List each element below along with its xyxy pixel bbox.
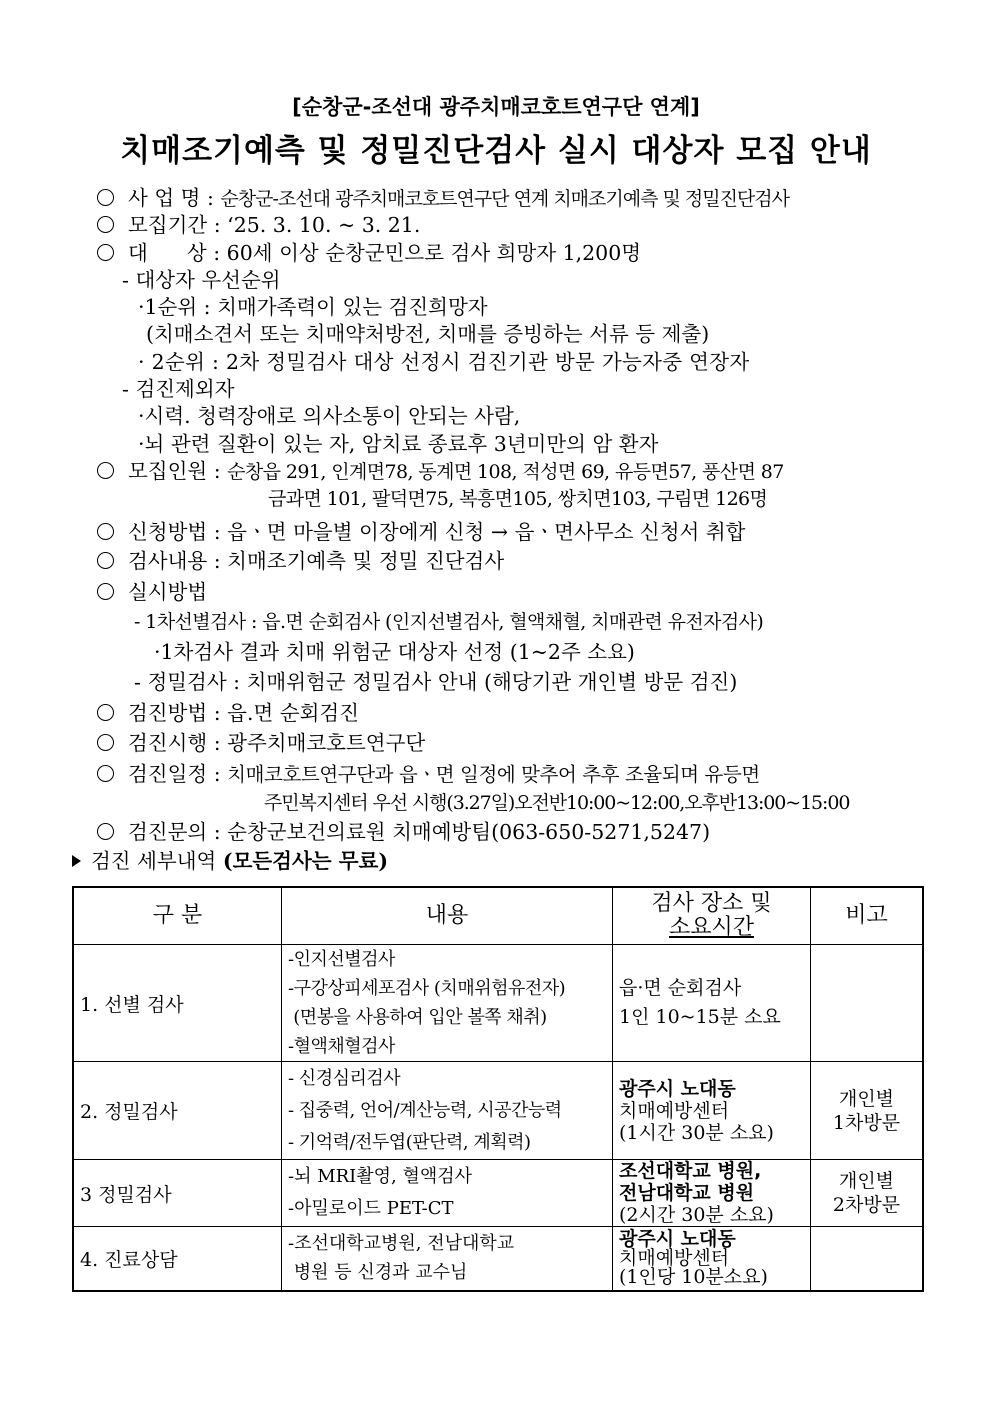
method-2: - 정밀검사 : 치매위험군 정밀검사 안내 (해당기관 개인별 방문 검진)	[134, 670, 738, 694]
row-contents: -뇌 MRI촬영, 혈액검사 -아밀로이드 PET-CT	[282, 1160, 613, 1227]
circle-bullet-icon	[97, 216, 114, 233]
row-place: 광주시 노대동 치매예방센터 (1시간 30분 소요)	[613, 1062, 811, 1160]
item-value: 순창읍 291, 인계면78, 동계면 108, 적성면 69, 유등면57, 풍산면 87	[227, 461, 784, 483]
item-value: 순창군-조선대 광주치매코호트연구단 연계 치매조기예측 및 정밀진단검사	[220, 188, 789, 210]
item-method	[97, 579, 207, 606]
item-target: 대 상 : 60세 이상 순창군민으로 검사 희망자 1,200명	[97, 240, 641, 267]
item-value: 순창군보건의료원 치매예방팀(063-650-5271,5247)	[227, 820, 711, 844]
item-schedule: 검진일정 : 치매코호트연구단과 읍ㆍ면 일정에 맞추어 추후 조율되며 유등면	[97, 761, 760, 788]
table-header-row	[73, 887, 923, 945]
row-contents: -조선대학교병원, 전남대학교 병원 등 신경과 교수님	[282, 1227, 613, 1291]
item-project: 사 업 명 : 순창군-조선대 광주치매코호트연구단 연계 치매조기예측 및 정밀진단검사	[97, 185, 789, 212]
document-subtitle: [순창군-조선대 광주치매코호트연구단 연계]	[292, 95, 700, 119]
circle-bullet-icon	[97, 823, 114, 840]
row-category: 2. 정밀검사	[73, 1062, 282, 1160]
table-row	[73, 1227, 923, 1291]
circle-bullet-icon	[97, 189, 114, 206]
col-category: 구 분	[73, 887, 282, 945]
priority-2: · 2순위 : 2차 정밀검사 대상 선정시 검진기관 방문 가능자중 연장자	[138, 350, 750, 374]
row-note	[811, 1227, 924, 1291]
circle-bullet-icon	[97, 704, 114, 721]
col-content: 내용	[282, 887, 613, 945]
circle-bullet-icon	[97, 583, 114, 600]
item-value: 읍.면 순회검진	[227, 701, 360, 725]
item-exam-org: 검진시행 : 광주치매코호트연구단	[97, 730, 425, 757]
priority-heading: - 대상자 우선순위	[122, 268, 281, 292]
priority-1: ·1순위 : 치매가족력이 있는 검진희망자	[138, 295, 488, 319]
item-exam-method: 검진방법 : 읍.면 순회검진	[97, 700, 359, 727]
triangle-right-icon	[72, 855, 81, 867]
row-note	[811, 945, 924, 1062]
col-note: 비고	[811, 887, 924, 945]
item-value: 치매코호트연구단과 읍ㆍ면 일정에 맞추어 추후 조율되며 유등면	[227, 763, 760, 786]
item-period: 모집기간 : ‘25. 3. 10. ~ 3. 21.	[97, 212, 420, 239]
item-value: 광주치매코호트연구단	[227, 731, 426, 755]
item-value: ‘25. 3. 10. ~ 3. 21.	[227, 213, 421, 237]
row-place: 광주시 노대동 치매예방센터 (1인당 10분소요)	[613, 1227, 811, 1291]
item-label: 모집인원	[128, 459, 208, 483]
method-1: - 1차선별검사 : 읍.면 순회검사 (인지선별검사, 혈액채혈, 치매관련 유전자검사)	[134, 611, 764, 633]
row-category: 1. 선별 검사	[73, 945, 282, 1062]
item-content: 검사내용 : 치매조기예측 및 정밀 진단검사	[97, 548, 504, 575]
method-1-note: ·1차검사 결과 치매 위험군 대상자 선정 (1~2주 소요)	[154, 640, 635, 664]
circle-bullet-icon	[97, 462, 114, 479]
item-value: 읍ㆍ면 마을별 이장에게 신청 → 읍ㆍ면사무소 신청서 취합	[227, 520, 746, 544]
row-contents: - 신경심리검사 - 집중력, 언어/계산능력, 시공간능력 - 기억력/전두엽(판단력, 계획력)	[282, 1062, 613, 1160]
row-category: 4. 진료상담	[73, 1227, 282, 1291]
quota-continued: 금과면 101, 팔덕면75, 복흥면105, 쌍치면103, 구림면 126명	[268, 488, 768, 510]
item-inquiry: 검진문의 : 순창군보건의료원 치매예방팀(063-650-5271,5247)	[97, 819, 710, 846]
circle-bullet-icon	[97, 523, 114, 540]
item-quota: 모집인원 : 순창읍 291, 인계면78, 동계면 108, 적성면 69, 유등면57, 풍산면 87	[97, 458, 784, 485]
item-label: 검진시행	[128, 731, 208, 755]
item-label: 실시방법	[128, 580, 208, 604]
table-row	[73, 1160, 923, 1227]
item-value: 치매조기예측 및 정밀 진단검사	[227, 549, 505, 573]
exclude-1: ·시력. 청력장애로 의사소통이 안되는 사람,	[138, 404, 521, 428]
row-place: 조선대학교 병원, 전남대학교 병원 (2시간 30분 소요)	[613, 1160, 811, 1227]
detail-heading-free: (모든검사는 무료)	[222, 849, 389, 873]
priority-1-note: (치매소견서 또는 치매약처방전, 치매를 증빙하는 서류 등 제출)	[146, 322, 710, 346]
item-apply: 신청방법 : 읍ㆍ면 마을별 이장에게 신청 → 읍ㆍ면사무소 신청서 취합	[97, 519, 745, 546]
table-row	[73, 1062, 923, 1160]
row-category: 3 정밀검사	[73, 1160, 282, 1227]
detail-table	[72, 886, 924, 1292]
row-contents: -인지선별검사 -구강상피세포검사 (치매위험유전자) (면봉을 사용하여 입안 볼쪽 채취) -혈액채혈검사	[282, 945, 613, 1062]
item-value: 60세 이상 순창군민으로 검사 희망자 1,200명	[226, 241, 642, 265]
exclude-heading: - 검진제외자	[122, 377, 235, 401]
item-label: 검진일정	[128, 762, 208, 786]
circle-bullet-icon	[97, 244, 114, 261]
row-note: 개인별 2차방문	[811, 1160, 924, 1227]
item-label: 대 상	[128, 241, 207, 265]
col-place: 검사 장소 및 소요시간	[613, 887, 811, 945]
circle-bullet-icon	[97, 765, 114, 782]
item-label: 모집기간	[128, 213, 208, 237]
table-row	[73, 945, 923, 1062]
detail-heading	[72, 848, 388, 875]
detail-heading-text: 검진 세부내역	[91, 849, 217, 873]
circle-bullet-icon	[97, 552, 114, 569]
row-place: 읍·면 순회검사 1인 10~15분 소요	[613, 945, 811, 1062]
circle-bullet-icon	[97, 734, 114, 751]
item-label: 검사내용	[128, 549, 208, 573]
exclude-2: ·뇌 관련 질환이 있는 자, 암치료 종료후 3년미만의 암 환자	[138, 432, 659, 456]
item-label: 신청방법	[128, 520, 208, 544]
item-label: 사 업 명	[128, 186, 201, 210]
schedule-continued: 주민복지센터 우선 시행(3.27일)오전반10:00~12:00,오후반13:00~15:00	[264, 792, 850, 814]
item-label: 검진문의	[128, 820, 208, 844]
document-title: 치매조기예측 및 정밀진단검사 실시 대상자 모집 안내	[120, 133, 872, 169]
item-label: 검진방법	[128, 701, 208, 725]
row-note: 개인별 1차방문	[811, 1062, 924, 1160]
